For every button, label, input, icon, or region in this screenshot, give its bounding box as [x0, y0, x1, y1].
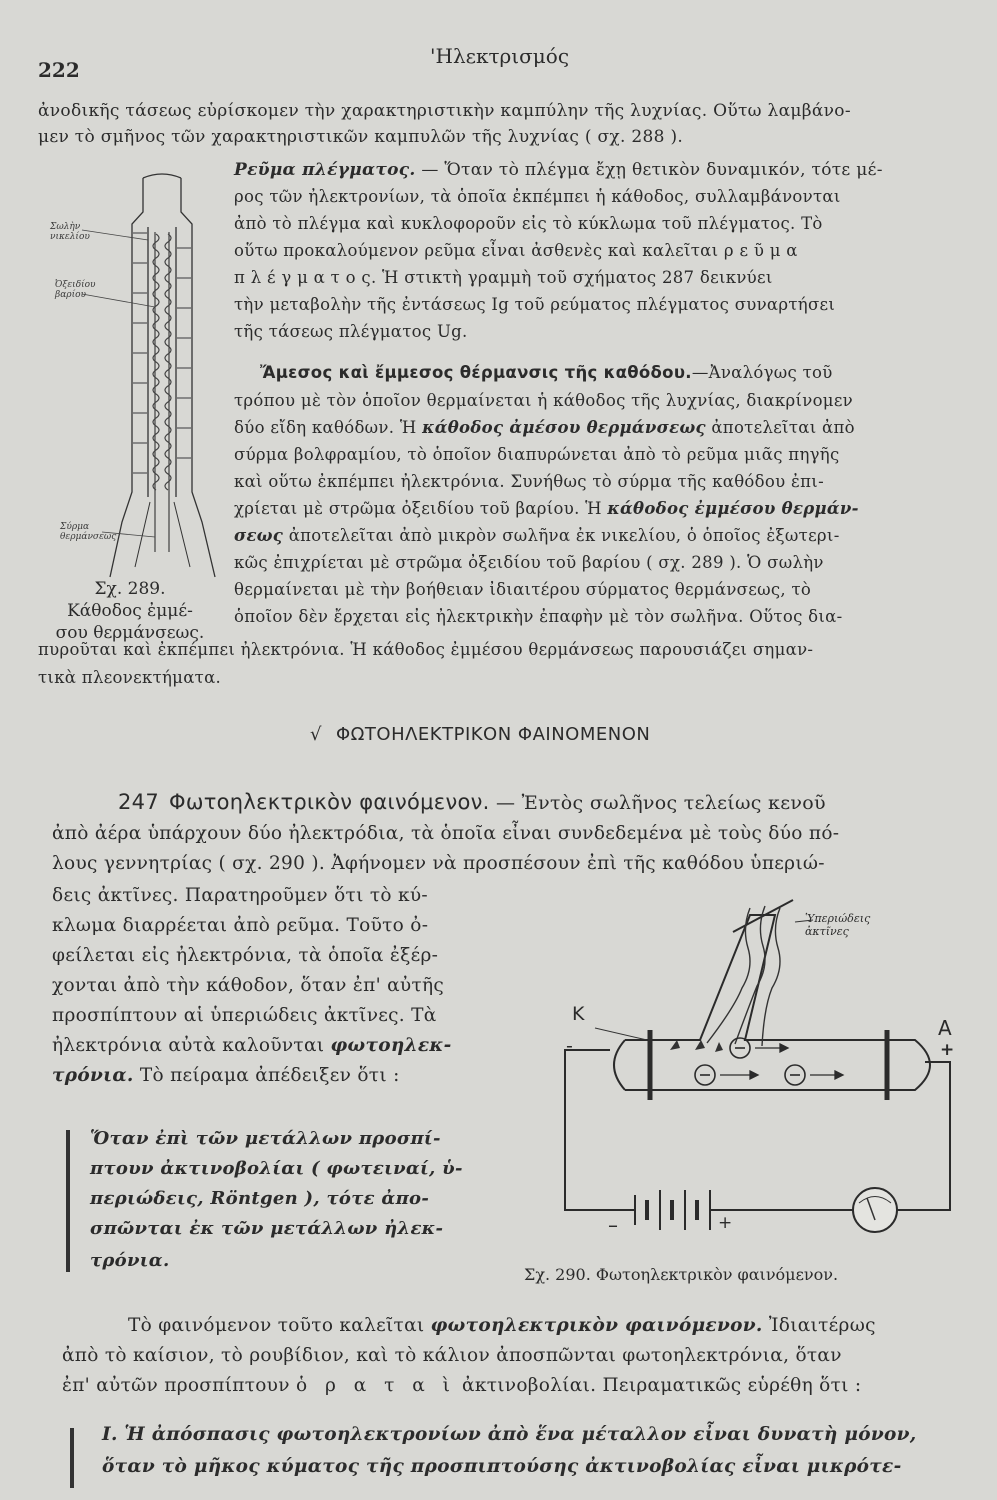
law-line: σπῶνται ἐκ τῶν μετάλλων ἠλεκ- — [90, 1218, 444, 1239]
photo-line-2: ἀπὸ ἀέρα ὑπάρχουν δύο ἠλεκτρόδια, τὰ ὁποῖα εἶναι συνδεδεμένα μὲ τοὺς δύο πό- — [52, 823, 840, 844]
page-number: 222 — [38, 58, 80, 82]
intro-line-2: μεν τὸ σμῆνος τῶν χαρακτηριστικῶν καμπυλῶν τῆς λυχνίας ( σχ. 288 ). — [38, 127, 684, 147]
law-margin-rule — [70, 1428, 74, 1488]
photo-narrow-line: προσπίπτουν αἱ ὑπεριώδεις ἀκτῖνες. Τὰ — [52, 1005, 437, 1026]
photo-narrow-line: χονται ἀπὸ τὴν κάθοδον, ὅταν ἐπ' αὐτῆς — [52, 975, 445, 996]
heating-line-9: θερμαίνεται μὲ τὴν βοήθειαν ἰδιαιτέρου σύρματος θερμάνσεως, τὸ — [234, 580, 812, 599]
heater-coil-icon — [153, 234, 171, 490]
battery-icon — [635, 1190, 710, 1230]
outro-line-3: ἐπ' αὐτῶν προσπίπτουν ὁ ρ α τ α ὶ ἀκτινοβολίαι. Πειραματικῶς εὑρέθη ὅτι : — [62, 1375, 862, 1396]
law-line: Ὅταν ἐπὶ τῶν μετάλλων προσπί- — [90, 1128, 441, 1149]
grid-current-heading: Ρεῦμα πλέγματος. — [234, 160, 416, 180]
heating-heading: Ἄμεσος καὶ ἔμμεσος θέρμανσις τῆς καθόδου. — [260, 363, 692, 382]
heating-line-12: τικὰ πλεονεκτήματα. — [38, 668, 222, 687]
heating-line-11: πυροῦται καὶ ἐκπέμπει ἠλεκτρόνια. Ἡ κάθοδος ἐμμέσου θερμάνσεως παρουσιάζει σημαν- — [38, 640, 814, 659]
heating-line-6: χρίεται μὲ στρῶμα ὀξειδίου τοῦ βαρίου. Ἡ κάθοδος ἐμμέσου θερμάν- — [234, 499, 859, 518]
intro-line-1: ἀνοδικῆς τάσεως εὑρίσκομεν τὴν χαρακτηριστικὴν καμπύλην τῆς λυχνίας. Οὕτω λαμβάνο- — [38, 101, 851, 121]
law-line: τρόνια. — [90, 1250, 170, 1271]
label-barium-oxide: Ὀξειδίου βαρίου — [55, 280, 96, 300]
grid-current-line-1: Ρεῦμα πλέγματος. — Ὅταν τὸ πλέγμα ἔχῃ θετικὸν δυναμικόν, τότε μέ- — [234, 160, 883, 180]
figure-290-caption: Σχ. 290. Φωτοηλεκτρικὸν φαινόμενον. — [524, 1265, 839, 1284]
label-battery-plus: + — [718, 1213, 733, 1233]
photo-experiment-line: τρόνια. Τὸ πείραμα ἀπέδειξεν ὅτι : — [52, 1065, 400, 1086]
heating-line-8: κῶς ἐπιχρίεται μὲ στρῶμα ὀξειδίου τοῦ βαρίου ( σχ. 289 ). Ὁ σωλὴν — [234, 553, 824, 572]
heating-line-10: ὁποῖον δὲν ἔρχεται εἰς ἠλεκτρικὴν ἐπαφὴν μὲ τὸν σωλῆνα. Οὕτος δια- — [234, 607, 843, 626]
grid-current-line: π λ έ γ μ α τ ο ς. Ἡ στικτὴ γραμμὴ τοῦ σχήματος 287 δεικνύει — [234, 268, 773, 287]
heating-line-3: δύο εἴδη καθόδων. Ἡ κάθοδος ἀμέσου θερμάνσεως ἀποτελεῖται ἀπὸ — [234, 418, 855, 437]
outro-line-2: ἀπὸ τὸ καίσιον, τὸ ρουβίδιον, καὶ τὸ κάλιον ἀποσπῶνται φωτοηλεκτρόνια, ὅταν — [62, 1345, 842, 1366]
heating-line-7: σεως ἀποτελεῖται ἀπὸ μικρὸν σωλῆνα ἐκ νικελίου, ὁ ὁποῖος ἐξωτερι- — [234, 526, 840, 545]
grid-current-line: ρος τῶν ἠλεκτρονίων, τὰ ὁποῖα ἐκπέμπει ἡ κάθοδος, συλλαμβάνονται — [234, 187, 841, 206]
photo-narrow-line: ἠλεκτρόνια αὐτὰ καλοῦνται φωτοηλεκ- — [52, 1035, 452, 1056]
uv-arrowhead-icon — [670, 1040, 723, 1052]
heating-line-5: καὶ οὕτω ἐκπέμπει ἠλεκτρόνια. Συνήθως τὸ σύρμα τῆς καθόδου ἐπι- — [234, 472, 824, 491]
grid-current-line: τὴν μεταβολὴν τῆς ἐντάσεως Ig τοῦ ρεύματος πλέγματος συναρτήσει — [234, 295, 836, 314]
heating-line-4: σύρμα βολφραμίου, τὸ ὁποῖον διαπυρώνεται ἀπὸ τὸ ρεῦμα μιᾶς πηγῆς — [234, 445, 840, 464]
galvanometer-icon — [853, 1188, 897, 1232]
photo-line-3: λους γεννητρίας ( σχ. 290 ). Ἀφήνομεν νὰ προσπέσουν ἐπὶ τῆς καθόδου ὑπεριώ- — [52, 853, 825, 874]
photo-narrow-line: κλωμα διαρρέεται ἀπὸ ρεῦμα. Τοῦτο ὀ- — [52, 915, 429, 936]
label-minus: - — [566, 1035, 573, 1057]
label-plus: + — [940, 1040, 955, 1060]
photo-narrow-line: δεις ἀκτῖνες. Παρατηροῦμεν ὅτι τὸ κύ- — [52, 885, 428, 906]
label-cathode-k: K — [572, 1003, 585, 1025]
law-one-line-1: I. Ἡ ἀπόσπασις φωτοηλεκτρονίων ἀπὸ ἕνα μέταλλον εἶναι δυνατὴ μόνον, — [102, 1424, 917, 1445]
label-battery-minus: – — [608, 1213, 618, 1237]
section-number: 247 — [118, 790, 159, 814]
photo-narrow-line: φείλεται εἰς ἠλεκτρόνια, τὰ ὁποῖα ἐξέρ- — [52, 945, 439, 966]
law-one-line-2: ὅταν τὸ μῆκος κύματος τῆς προσπιπτούσης ἀκτινοβολίας εἶναι μικρότε- — [102, 1456, 902, 1477]
label-uv-rays: Ὑπεριώδεις ἀκτῖνες — [805, 912, 871, 938]
grid-current-line: τῆς τάσεως πλέγματος Ug. — [234, 322, 468, 341]
check-mark-icon: √ — [310, 724, 322, 745]
figure-289-caption: Σχ. 289. Κάθοδος ἐμμέ- σου θερμάνσεως. — [55, 579, 205, 643]
photo-heading: Φωτοηλεκτρικὸν φαινόμενον. — [168, 790, 490, 814]
law-line: περιώδεις, Röntgen ), τότε ἀπο- — [90, 1188, 430, 1209]
margin-rule — [66, 1130, 70, 1272]
running-title: 'Ηλεκτρισμός — [430, 44, 570, 68]
outro-line-1: Τὸ φαινόμενον τοῦτο καλεῖται φωτοηλεκτρικὸν φαινόμενον. Ἰδιαιτέρως — [128, 1315, 876, 1336]
figure-290-circuit-drawing — [555, 890, 975, 1250]
label-nickel-tube: Σωλὴν νικελίου — [50, 222, 90, 242]
grid-current-line: ἀπὸ τὸ πλέγμα καὶ κυκλοφοροῦν εἰς τὸ κύκλωμα τοῦ πλέγματος. Τὸ — [234, 214, 823, 233]
law-line: πτουν ἀκτινοβολίαι ( φωτειναί, ὑ- — [90, 1158, 463, 1179]
heating-line-1: Ἄμεσος καὶ ἔμμεσος θέρμανσις τῆς καθόδου.—Ἀναλόγως τοῦ — [260, 363, 833, 382]
label-heater-wire: Σύρμα θερμάνσεως — [60, 522, 117, 542]
grid-current-line: οὕτω προκαλούμενον ρεῦμα εἶναι ἀσθενὲς καὶ καλεῖται ρ ε ῦ μ α — [234, 241, 798, 260]
heating-line-2: τρόπου μὲ τὸν ὁποῖον θερμαίνεται ἡ κάθοδος τῆς λυχνίας, διακρίνομεν — [234, 391, 854, 410]
label-anode-a: A — [938, 1016, 952, 1040]
photo-line-1: 247 Φωτοηλεκτρικὸν φαινόμενον. — Ἐντὸς σωλῆνος τελείως κενοῦ — [118, 790, 826, 814]
section-title: √ ΦΩΤΟΗΛΕΚΤΡΙΚΟΝ ΦΑΙΝΟΜΕΝΟΝ — [310, 724, 651, 745]
